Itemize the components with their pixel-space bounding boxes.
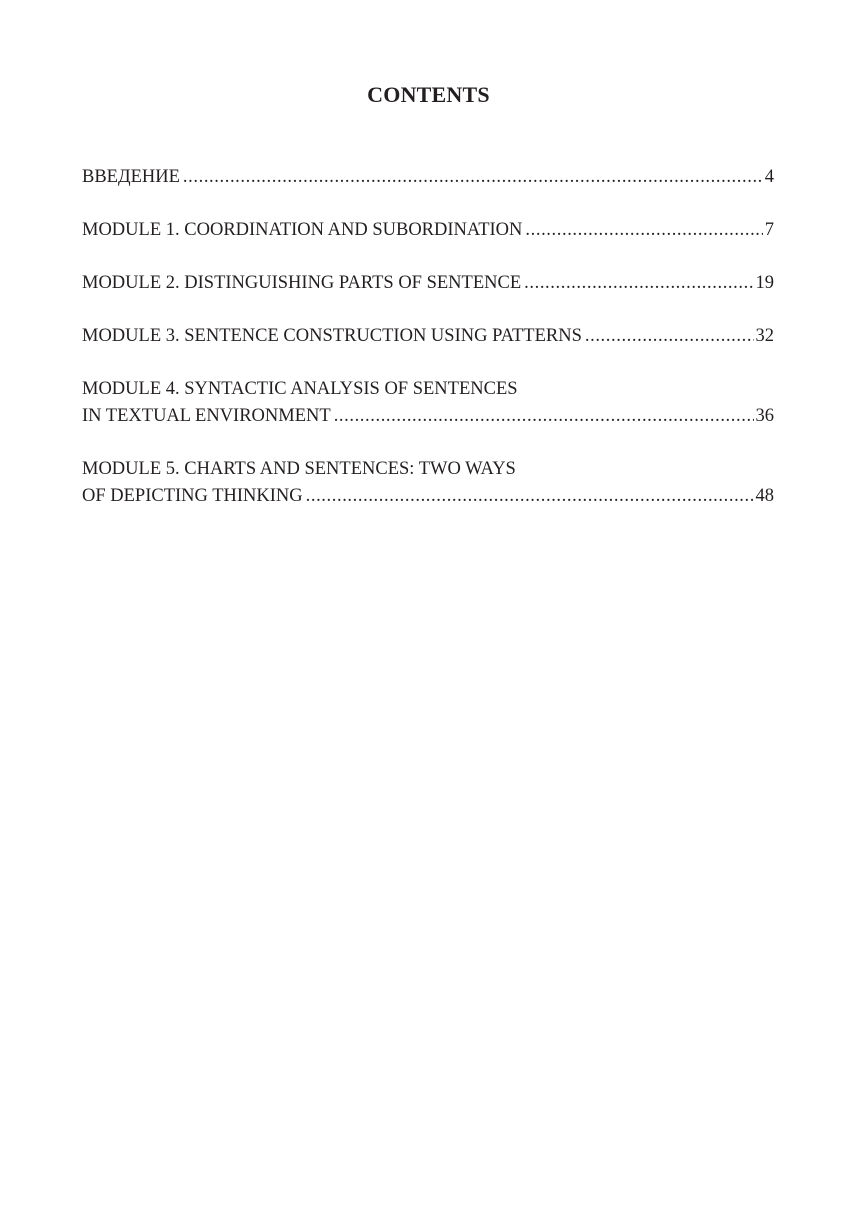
toc-page-number: 48 xyxy=(755,486,774,506)
toc-entry-module-1[interactable] xyxy=(82,217,774,244)
dot-leader xyxy=(306,483,754,510)
toc-entry-introduction[interactable] xyxy=(82,164,774,191)
toc-page-number: 4 xyxy=(764,167,774,187)
toc-entry-title: MODULE 3. SENTENCE CONSTRUCTION USING PATTERNS xyxy=(82,326,582,346)
toc-entry-title: MODULE 2. DISTINGUISHING PARTS OF SENTENCE xyxy=(82,273,522,293)
toc-line xyxy=(82,403,774,430)
toc-entry-title: MODULE 4. SYNTACTIC ANALYSIS OF SENTENCES xyxy=(82,379,518,399)
toc-page-number: 36 xyxy=(755,406,774,426)
toc-entry-module-3[interactable] xyxy=(82,323,774,350)
toc-entry-title: ВВЕДЕНИЕ xyxy=(82,167,180,187)
dot-leader xyxy=(524,270,753,297)
toc-line xyxy=(82,483,774,510)
toc-entry-title-continued: IN TEXTUAL ENVIRONMENT xyxy=(82,406,331,426)
toc-page-number: 19 xyxy=(755,273,774,293)
dot-leader xyxy=(183,164,763,191)
page-title: CONTENTS xyxy=(367,82,490,107)
toc-entry-title: MODULE 1. COORDINATION AND SUBORDINATION xyxy=(82,220,523,240)
toc-entry-title: MODULE 5. CHARTS AND SENTENCES: TWO WAYS xyxy=(82,459,516,479)
dot-leader xyxy=(525,217,762,244)
dot-leader xyxy=(585,323,754,350)
toc-entry-module-4[interactable] xyxy=(82,376,774,430)
toc-line xyxy=(82,164,774,191)
toc-line xyxy=(82,217,774,244)
toc-line xyxy=(82,270,774,297)
toc-entry-title-continued: OF DEPICTING THINKING xyxy=(82,486,303,506)
toc-line xyxy=(82,323,774,350)
toc-entry-module-2[interactable] xyxy=(82,270,774,297)
dot-leader xyxy=(334,403,754,430)
toc-page-number: 32 xyxy=(755,326,774,346)
toc-entry-module-5[interactable] xyxy=(82,456,774,510)
toc-page-number: 7 xyxy=(764,220,774,240)
